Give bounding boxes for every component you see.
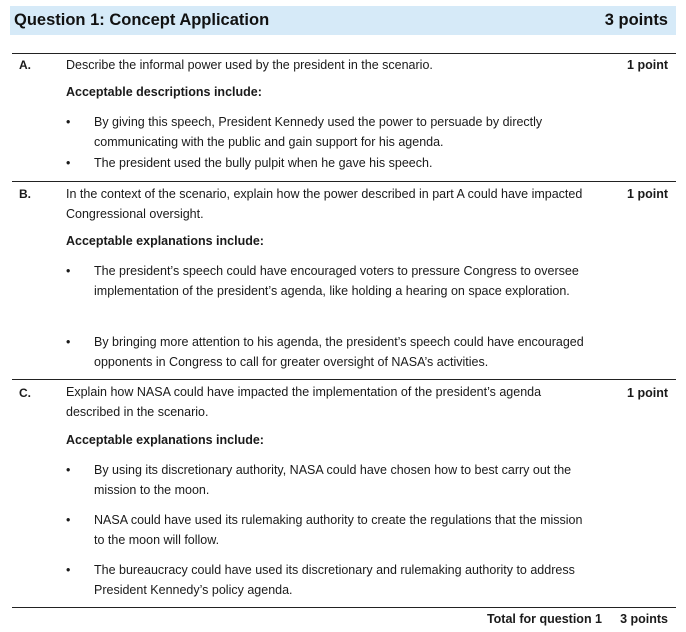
bullet-icon: •	[66, 463, 71, 477]
question-header	[10, 6, 676, 35]
part-a-bullet	[66, 153, 586, 173]
question-total-points: 3 points	[604, 11, 668, 29]
bullet-text: The president used the bully pulpit when he gave his speech.	[94, 156, 433, 170]
part-b-bullet	[66, 261, 586, 301]
total-label: Total for question 1	[486, 612, 602, 626]
part-c-stem: Explain how NASA could have impacted the implementation of the president’s agenda described in the scenario.	[66, 385, 542, 419]
bullet-icon: •	[66, 156, 71, 170]
part-c-letter: C.	[19, 386, 31, 400]
bullet-icon: •	[66, 513, 71, 527]
part-a-acceptable-heading: Acceptable descriptions include:	[66, 85, 262, 99]
bullet-icon: •	[66, 563, 71, 577]
part-b-bullet	[66, 332, 586, 372]
part-b-letter: B.	[19, 187, 31, 201]
bullet-text: By using its discretionary authority, NASA could have chosen how to best carry out the mission to the moon.	[94, 463, 572, 497]
bullet-text: The bureaucracy could have used its discretionary and rulemaking authority to address President Kennedy’s policy agenda.	[94, 563, 575, 597]
question-title: Question 1: Concept Application	[14, 11, 270, 29]
divider	[12, 181, 676, 182]
part-c-bullet	[66, 460, 586, 500]
part-a-letter: A.	[19, 58, 31, 72]
divider	[12, 607, 676, 608]
bullet-text: The president’s speech could have encouraged voters to pressure Congress to oversee implementation of the president’s agenda, like holding a hearing on space exploration.	[94, 264, 579, 298]
part-a-points: 1 point	[627, 58, 668, 72]
part-c-points: 1 point	[627, 386, 668, 400]
part-c-bullet	[66, 510, 586, 550]
part-a-stem: Describe the informal power used by the president in the scenario.	[66, 58, 433, 72]
divider	[12, 379, 676, 380]
total-points: 3 points	[620, 612, 668, 626]
bullet-text: NASA could have used its rulemaking authority to create the regulations that the mission to the moon will follow.	[94, 513, 583, 547]
divider	[12, 53, 676, 54]
part-b-points: 1 point	[627, 187, 668, 201]
bullet-icon: •	[66, 115, 71, 129]
bullet-icon: •	[66, 264, 71, 278]
bullet-text: By giving this speech, President Kennedy used the power to persuade by directly communicating with the public and gain support for his agenda.	[94, 115, 543, 149]
part-a-bullet	[66, 112, 586, 152]
part-c-bullet	[66, 560, 586, 600]
part-b-acceptable-heading: Acceptable explanations include:	[66, 234, 264, 248]
part-b-stem: In the context of the scenario, explain how the power described in part A could have impacted Congressional oversight.	[66, 187, 583, 221]
bullet-text: By bringing more attention to his agenda, the president’s speech could have encouraged opponents in Congress to call for greater oversight of NASA’s activities.	[94, 335, 584, 369]
part-c-acceptable-heading: Acceptable explanations include:	[66, 433, 264, 447]
bullet-icon: •	[66, 335, 71, 349]
